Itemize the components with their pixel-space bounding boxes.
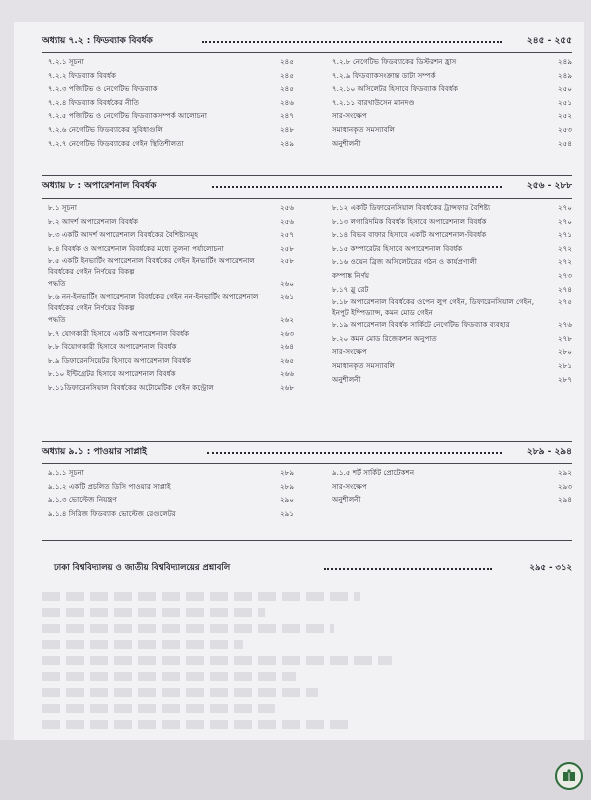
toc-column-left bbox=[48, 466, 294, 520]
toc-entry-page: ২৮৯ bbox=[279, 468, 294, 477]
toc-entry bbox=[48, 201, 294, 215]
toc-entry-page: ২৭২ bbox=[557, 243, 572, 253]
toc-column-right bbox=[332, 55, 572, 150]
toc-entry bbox=[48, 242, 294, 256]
divider bbox=[42, 52, 572, 53]
toc-entry bbox=[332, 269, 572, 283]
toc-entry-title: ৭.২.২ ফিডব্যাক বিবর্ধক bbox=[48, 70, 117, 80]
toc-entry bbox=[332, 255, 572, 269]
toc-entry-title: ৮.১৬ ওয়েন ব্রিজ অসিলেটরের গঠন ও কার্যপ্রণালী bbox=[332, 257, 477, 267]
toc-entry bbox=[332, 466, 572, 480]
toc-entry-title: ৭.২.১ সূচনা bbox=[48, 57, 84, 66]
toc-entry-title: ৯.১.৫ শর্ট সার্কিট প্রোটেকশন bbox=[332, 468, 415, 477]
toc-entry-title: ৭.২.১০ অসিলেটর হিসাবে ফিডব্যাক বিবর্ধক bbox=[332, 84, 458, 94]
toc-entry bbox=[332, 201, 572, 215]
toc-column-left bbox=[48, 55, 294, 150]
toc-entry bbox=[332, 296, 572, 318]
chapter-page-range: ২৫৬ - ২৮৮ bbox=[526, 181, 572, 191]
toc-entry bbox=[48, 215, 294, 229]
toc-entry-page: ২৭৫ bbox=[557, 297, 572, 307]
toc-entry-page: ২৭৪ bbox=[557, 284, 572, 294]
leader-dots bbox=[324, 568, 492, 570]
toc-entry-page: ২৮১ bbox=[557, 360, 572, 370]
toc-entry bbox=[48, 277, 294, 291]
toc-entry-page: ২৪৭ bbox=[279, 111, 294, 121]
toc-entry-title: ৯.১.৩ ভোল্টেজ নিয়ন্ত্রণ bbox=[48, 495, 117, 505]
toc-entry-page: ২৬১ bbox=[279, 291, 294, 301]
chapter-heading bbox=[42, 179, 572, 193]
toc-entry-title: ৭.২.৬ নেগেটিভ ফিডব্যাকের সুবিধাগুলি bbox=[48, 124, 163, 134]
toc-entry bbox=[332, 332, 572, 346]
toc-entry-page: ২৭২ bbox=[557, 257, 572, 267]
toc-entry-page: ২৫০ bbox=[557, 84, 572, 94]
toc-entry-page: ২৭০ bbox=[557, 203, 572, 212]
toc-entry bbox=[332, 373, 572, 387]
toc-entry-page: ২৭০ bbox=[557, 216, 572, 226]
toc-entry bbox=[332, 82, 572, 96]
toc-entry-page: ২৭৩ bbox=[557, 270, 572, 280]
chapter-page-range: ২৮৯ - ২৯৪ bbox=[526, 447, 572, 457]
toc-entry-title: ৯.১.২ একটি প্রচলিত ডিসি পাওয়ার সাপ্লাই bbox=[48, 481, 171, 491]
toc-entry-title: সার-সংক্ষেপ bbox=[332, 481, 367, 491]
question-bank-page-range: ২৯৫ - ৩১২ bbox=[529, 563, 572, 573]
toc-entry-title: ৮.১ সূচনা bbox=[48, 203, 77, 212]
toc-entry-title: ৮.১৫ কম্পারেটর হিসাবে অপারেশনাল বিবর্ধক bbox=[332, 243, 463, 253]
toc-entry-page: ২৫৬ bbox=[279, 216, 294, 226]
toc-entry bbox=[48, 381, 294, 395]
toc-entry-page: ২৯২ bbox=[557, 468, 572, 477]
toc-column-left bbox=[48, 201, 294, 395]
leader-dots bbox=[207, 452, 502, 454]
toc-entry bbox=[332, 109, 572, 123]
toc-entry bbox=[48, 493, 294, 507]
toc-entry bbox=[48, 327, 294, 341]
book-page bbox=[14, 22, 584, 740]
toc-entry-title: ৮.৮ বিয়োগকারী হিসাবে অপারেশনাল বিবর্ধক bbox=[48, 342, 177, 352]
toc-entry-page: ২৯১ bbox=[279, 508, 294, 518]
toc-entry-title: ৮.৬ নন-ইনভার্টিং অপারেশনাল বিবর্ধকের গেইন নন-ইনভার্টিং অপারেশনাল বিবর্ধকের গেইন নির্ণয়ের বিকল্প bbox=[48, 291, 259, 312]
chapter-title: অধ্যায় ৯.১ : পাওয়ার সাপ্লাই bbox=[42, 445, 151, 459]
toc-entry-title: ৭.২.৪ ফিডব্যাক বিবর্ধকের নীতি bbox=[48, 97, 139, 107]
toc-entry-page: ২৬৪ bbox=[279, 342, 294, 352]
toc-entry bbox=[332, 69, 572, 83]
toc-entry bbox=[48, 313, 294, 327]
toc-entry-title: পদ্ধতি bbox=[48, 279, 66, 289]
divider bbox=[42, 540, 572, 541]
toc-entry-title: অনুশীলনী bbox=[332, 495, 361, 505]
toc-entry-title: ৮.১৪ বিভব বাফার হিসাবে একটি অপারেশনাল-বিবর্ধক bbox=[332, 230, 487, 240]
toc-entry bbox=[332, 318, 572, 332]
toc-entry-title: ৭.২.৩ পজিটিভ ও নেগেটিভ ফিডব্যাক bbox=[48, 84, 158, 94]
toc-entry bbox=[332, 493, 572, 507]
toc-entry-title: ৮.৫ একটি ইনভার্টিং অপারেশনাল বিবর্ধকের গেইন ইনভার্টিং অপারেশনাল বিবর্ধকের গেইন নির্ণয়ের বিকল্প bbox=[48, 256, 255, 277]
toc-entry-page: ২৫৩ bbox=[557, 124, 572, 134]
toc-entry-page: ২৯৪ bbox=[557, 495, 572, 505]
toc-entry bbox=[332, 228, 572, 242]
toc-entry-title: ৮.৯ ডিফারেনসিয়েটর হিসাবে অপারেশনাল বিবর্ধক bbox=[48, 355, 192, 365]
chapter-heading bbox=[42, 34, 572, 48]
toc-entry-title: সমাধানকৃত সমস্যাবলি bbox=[332, 360, 395, 370]
toc-entry-title: ৮.১৯ অপারেশনাল বিবর্ধক সার্কিটে নেগেটিভ ফিডব্যাক ব্যবহার bbox=[332, 320, 510, 330]
toc-entry-page: ২৬৬ bbox=[279, 369, 294, 379]
toc-entry bbox=[332, 55, 572, 69]
toc-entry-page: ২৮৭ bbox=[557, 374, 572, 384]
toc-entry-page: ২৫৭ bbox=[279, 230, 294, 240]
leader-dots bbox=[212, 186, 502, 188]
question-bank-entry bbox=[54, 561, 572, 575]
toc-entry-page: ২৭৬ bbox=[557, 320, 572, 330]
toc-column-right bbox=[332, 201, 572, 386]
toc-entry-title: পদ্ধতি bbox=[48, 314, 66, 324]
toc-entry-page: ২৫৪ bbox=[557, 138, 572, 148]
toc-entry-title: ৯.১.৪ সিরিজ ফিডব্যাক ভোল্টেজ রেগুলেটর bbox=[48, 508, 176, 518]
toc-entry bbox=[48, 96, 294, 110]
toc-entry-page: ২৭১ bbox=[557, 230, 572, 240]
toc-entry-title: সার-সংক্ষেপ bbox=[332, 347, 367, 357]
toc-entry bbox=[332, 359, 572, 373]
toc-entry bbox=[48, 123, 294, 137]
toc-entry-title: ৭.২.৯ ফিডব্যাকসংক্রান্ত ডাটা সম্পর্ক bbox=[332, 70, 436, 80]
toc-entry-title: ৮.১০ ইন্টিগ্রেটর হিসাবে অপারেশনাল বিবর্ধক bbox=[48, 369, 176, 379]
page-bottom-margin bbox=[0, 740, 591, 800]
toc-entry bbox=[332, 137, 572, 151]
toc-entry-title: কম্পাঙ্ক নির্ণয় bbox=[332, 270, 370, 280]
toc-entry-page: ২৬৮ bbox=[279, 382, 294, 392]
toc-entry-page: ২৮৯ bbox=[279, 481, 294, 491]
toc-entry-title: ৮.২০ কমন মোড রিজেকশন অনুপাত bbox=[332, 333, 437, 343]
toc-entry-title: ৮.৭ যোগকারী হিসাবে একটি অপারেশনাল বিবর্ধক bbox=[48, 328, 190, 338]
toc-entry bbox=[48, 354, 294, 368]
toc-entry bbox=[48, 137, 294, 151]
toc-entry-title: ৮.৪ বিবর্ধক ও অপারেশনাল বিবর্ধকের মধ্যে তুলনা পর্যালোচনা bbox=[48, 243, 224, 253]
toc-entry-title: ৭.২.৮ নেগেটিভ ফিডব্যাকের ডিস্টরশন হ্রাস bbox=[332, 57, 457, 66]
toc-entry bbox=[332, 283, 572, 297]
toc-entry-page: ২৪৮ bbox=[279, 124, 294, 134]
toc-entry-page: ২৪৯ bbox=[557, 57, 572, 66]
bleed-through-text bbox=[42, 592, 572, 740]
toc-entry-page: ২৪৫ bbox=[279, 84, 294, 94]
toc-entry bbox=[332, 123, 572, 137]
toc-entry-page: ২৪৫ bbox=[279, 57, 294, 66]
toc-entry-page: ২৬০ bbox=[279, 279, 294, 289]
toc-entry bbox=[48, 109, 294, 123]
toc-entry-page: ২৯৩ bbox=[557, 481, 572, 491]
chapter-title: অধ্যায় ৭.২ : ফিডব্যাক বিবর্ধক bbox=[42, 34, 157, 48]
toc-entry-title: ৭.২.৫ পজিটিভ ও নেগেটিভ ফিডব্যাকসম্পর্ক আলোচনা bbox=[48, 111, 207, 121]
toc-entry-page: ২৫৬ bbox=[279, 203, 294, 212]
toc-entry-page: ২৯০ bbox=[279, 495, 294, 505]
toc-entry bbox=[332, 242, 572, 256]
toc-entry-title: ৮.২ আদর্শ অপারেশনাল বিবর্ধক bbox=[48, 216, 139, 226]
toc-entry-title: অনুশীলনী bbox=[332, 138, 361, 148]
divider bbox=[42, 175, 572, 176]
toc-entry-title: ৮.১৮ অপারেশনাল বিবর্ধকের ওপেন লুপ গেইন, ডিফারেনসিয়াল গেইন, ইনপুট ইম্পিড্যান্স, কমন মোড গেইন bbox=[332, 297, 534, 318]
toc-entry bbox=[48, 466, 294, 480]
toc-entry-page: ২৫১ bbox=[557, 97, 572, 107]
divider bbox=[42, 198, 572, 199]
toc-entry-title: ৯.১.১ সূচনা bbox=[48, 468, 84, 477]
leader-dots bbox=[202, 41, 502, 43]
toc-entry bbox=[48, 55, 294, 69]
toc-entry-title: ৮.১২ একটি ডিফারেনসিয়াল বিবর্ধকের ট্রান্সফার বৈশিষ্ট্য bbox=[332, 203, 491, 212]
toc-entry bbox=[48, 255, 294, 277]
toc-entry-title: অনুশীলনী bbox=[332, 374, 361, 384]
toc-entry-page: ২৬৩ bbox=[279, 328, 294, 338]
divider bbox=[42, 441, 572, 442]
toc-entry-title: সার-সংক্ষেপ bbox=[332, 111, 367, 121]
toc-entry-page: ২৪৬ bbox=[279, 97, 294, 107]
toc-entry bbox=[48, 480, 294, 494]
toc-entry bbox=[48, 82, 294, 96]
toc-entry bbox=[48, 507, 294, 521]
toc-entry-title: ৭.২.১১ বারখাউসেন মানদণ্ড bbox=[332, 97, 415, 107]
toc-entry-page: ২৪৯ bbox=[557, 70, 572, 80]
toc-entry-page: ২৪৫ bbox=[279, 70, 294, 80]
chapter-page-range: ২৪৫ - ২৫৫ bbox=[526, 36, 572, 46]
toc-entry-page: ২৫৮ bbox=[279, 256, 294, 266]
toc-entry-title: ৮.১১ডিফারেনসিয়াল বিবর্ধকের অটোমেটিক গেইন কন্ট্রোল bbox=[48, 382, 214, 392]
toc-entry-title: ৮.৩ একটি আদর্শ অপারেশনাল বিবর্ধকের বৈশিষ্ট্যসমূহ bbox=[48, 230, 199, 240]
toc-entry bbox=[48, 367, 294, 381]
toc-entry-page: ২৮০ bbox=[557, 347, 572, 357]
toc-entry bbox=[48, 340, 294, 354]
toc-entry-title: ৮.১৩ লগারিদমিক বিবর্ধক হিসাবে অপারেশনাল বিবর্ধক bbox=[332, 216, 487, 226]
toc-entry bbox=[48, 228, 294, 242]
question-bank-title: ঢাকা বিশ্ববিদ্যালয় ও জাতীয় বিশ্ববিদ্যালয়ের প্রশ্নাবলি bbox=[54, 563, 231, 573]
toc-entry-page: ২৫৮ bbox=[279, 243, 294, 253]
toc-entry-page: ২৬৫ bbox=[279, 355, 294, 365]
toc-entry-title: ৭.২.৭ নেগেটিভ ফিডব্যাকের গেইন স্থিতিশীলতা bbox=[48, 138, 184, 148]
toc-entry bbox=[332, 345, 572, 359]
toc-entry-title: সমাধানকৃত সমস্যাবলি bbox=[332, 124, 395, 134]
toc-entry bbox=[332, 480, 572, 494]
divider bbox=[42, 463, 572, 464]
toc-entry bbox=[332, 215, 572, 229]
toc-entry bbox=[48, 69, 294, 83]
toc-column-right bbox=[332, 466, 572, 507]
toc-entry-page: ২৪৯ bbox=[279, 138, 294, 148]
toc-entry bbox=[48, 291, 294, 313]
toc-entry-page: ২৬২ bbox=[279, 314, 294, 324]
book-logo-icon bbox=[555, 762, 583, 790]
toc-entry-page: ২৫২ bbox=[557, 111, 572, 121]
toc-entry bbox=[332, 96, 572, 110]
chapter-heading bbox=[42, 445, 572, 459]
chapter-title: অধ্যায় ৮ : অপারেশনাল বিবর্ধক bbox=[42, 179, 160, 193]
toc-entry-page: ২৭৮ bbox=[557, 333, 572, 343]
toc-entry-title: ৮.১৭ স্লু রেট bbox=[332, 284, 369, 294]
